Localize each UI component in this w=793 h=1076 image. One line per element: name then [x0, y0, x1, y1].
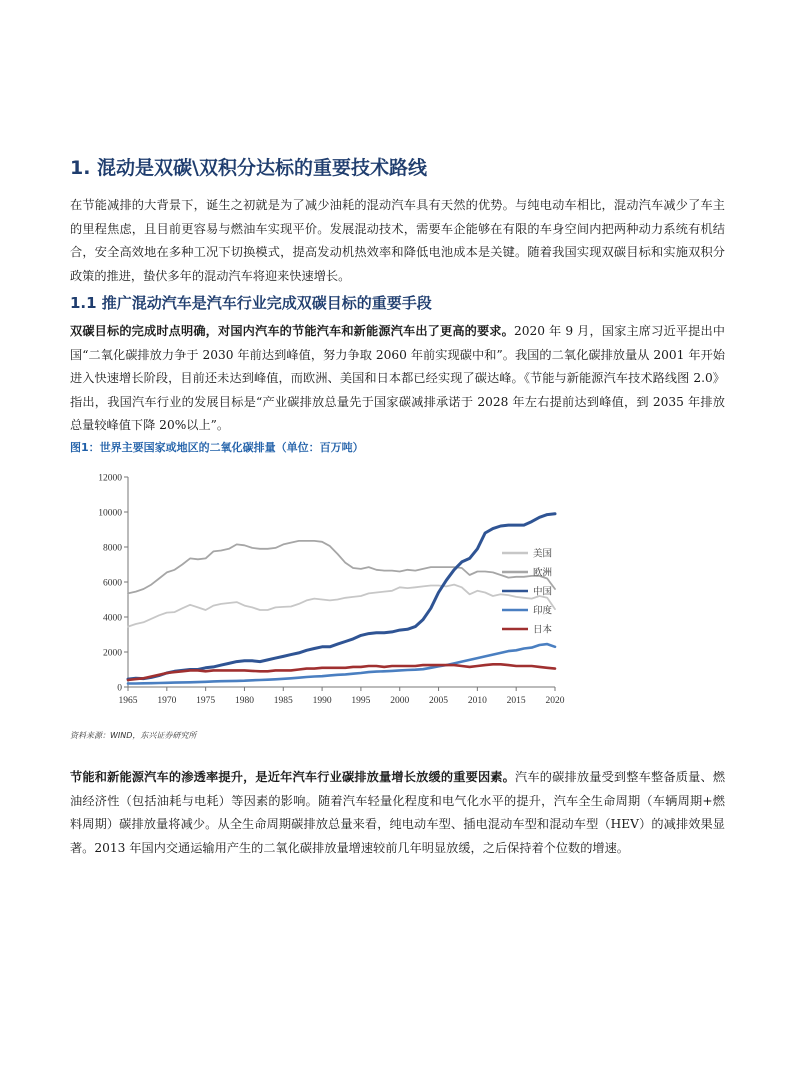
y-tick-label: 8000: [103, 543, 122, 554]
legend-label: 中国: [533, 586, 553, 598]
co2-emissions-chart: [70, 465, 570, 725]
x-tick-label: 2020: [545, 696, 565, 706]
carbon-goal-body: 2020 年 9 月，国家主席习近平提出中国“二氧化碳排放力争于 2030 年前达到峰值，努力争取 2060 年前实现碳中和”。我国的二氧化碳排放量从 2001 年开始进入快速增长阶段，目前还未达到峰值，而欧洲、美国和日本都已经实现了碳达峰。《节能与新能源汽车技术路线图 2.0》指出，我国汽车行业的发展目标是“产业碳排放总量先于国家碳减排承诺于 2028 年左右提前达到峰值，到 2035 年排放总量较峰值下降 20%以上”。: [70, 324, 725, 432]
x-tick-label: 2015: [506, 696, 526, 706]
penetration-paragraph: [70, 766, 725, 860]
legend-label: 印度: [533, 605, 553, 617]
x-tick-label: 2000: [390, 696, 410, 706]
carbon-goal-paragraph: [70, 320, 725, 438]
y-tick-label: 10000: [98, 508, 122, 519]
series-line-0: [128, 585, 555, 627]
x-tick-label: 1975: [196, 696, 216, 706]
section-heading-1-1: 1.1 推广混动汽车是汽车行业完成双碳目标的重要手段: [70, 294, 432, 312]
series-line-4: [128, 664, 555, 680]
y-tick-label: 4000: [103, 613, 122, 624]
series-line-1: [128, 541, 555, 594]
penetration-lead: 节能和新能源汽车的渗透率提升，是近年汽车行业碳排放量增长放缓的重要因素。: [70, 770, 516, 784]
y-tick-label: 6000: [103, 578, 122, 589]
x-tick-label: 2005: [429, 696, 449, 706]
source-note: 资料来源：WIND，东兴证券研究所: [70, 731, 197, 740]
legend-label: 日本: [533, 624, 553, 636]
x-tick-label: 1995: [351, 696, 371, 706]
y-tick-label: 0: [117, 683, 122, 694]
y-tick-label: 12000: [98, 473, 122, 484]
section-heading-1: 1. 混动是双碳\双积分达标的重要技术路线: [70, 157, 427, 179]
x-tick-label: 1985: [273, 696, 293, 706]
x-tick-label: 2010: [467, 696, 487, 706]
x-tick-label: 1980: [234, 696, 254, 706]
x-tick-label: 1990: [312, 696, 332, 706]
penetration-body: 汽车的碳排放量受到整车整备质量、燃油经济性（包括油耗与电耗）等因素的影响。随着汽车轻量化程度和电气化水平的提升，汽车全生命周期（车辆周期+燃料周期）碳排放量将减少。从全生命周期碳排放总量来看，纯电动车型、插电混动车型和混动车型（HEV）的减排效果显著。2013 年国内交通运输用产生的二氧化碳排放量增速较前几年明显放缓，之后保持着个位数的增速。: [70, 770, 726, 855]
figure-title: 图1：世界主要国家或地区的二氧化碳排量（单位：百万吨）: [70, 441, 364, 454]
legend-label: 欧洲: [533, 567, 553, 579]
legend-label: 美国: [533, 548, 553, 560]
y-tick-label: 2000: [103, 648, 122, 659]
x-tick-label: 1970: [157, 696, 177, 706]
intro-paragraph: 在节能减排的大背景下，诞生之初就是为了减少油耗的混动汽车具有天然的优势。与纯电动车相比，混动汽车减少了车主的里程焦虑，且目前更容易与燃油车实现平价。发展混动技术，需要车企能够在有限的车身空间内把两种动力系统有机结合，安全高效地在多种工况下切换模式，提高发动机热效率和降低电池成本是关键。随着我国实现双碳目标和实施双积分政策的推进，蛰伏多年的混动汽车将迎来快速增长。: [70, 198, 725, 283]
carbon-goal-lead: 双碳目标的完成时点明确，对国内汽车的节能汽车和新能源汽车出了更高的要求。: [70, 324, 514, 338]
x-tick-label: 1965: [118, 696, 138, 706]
